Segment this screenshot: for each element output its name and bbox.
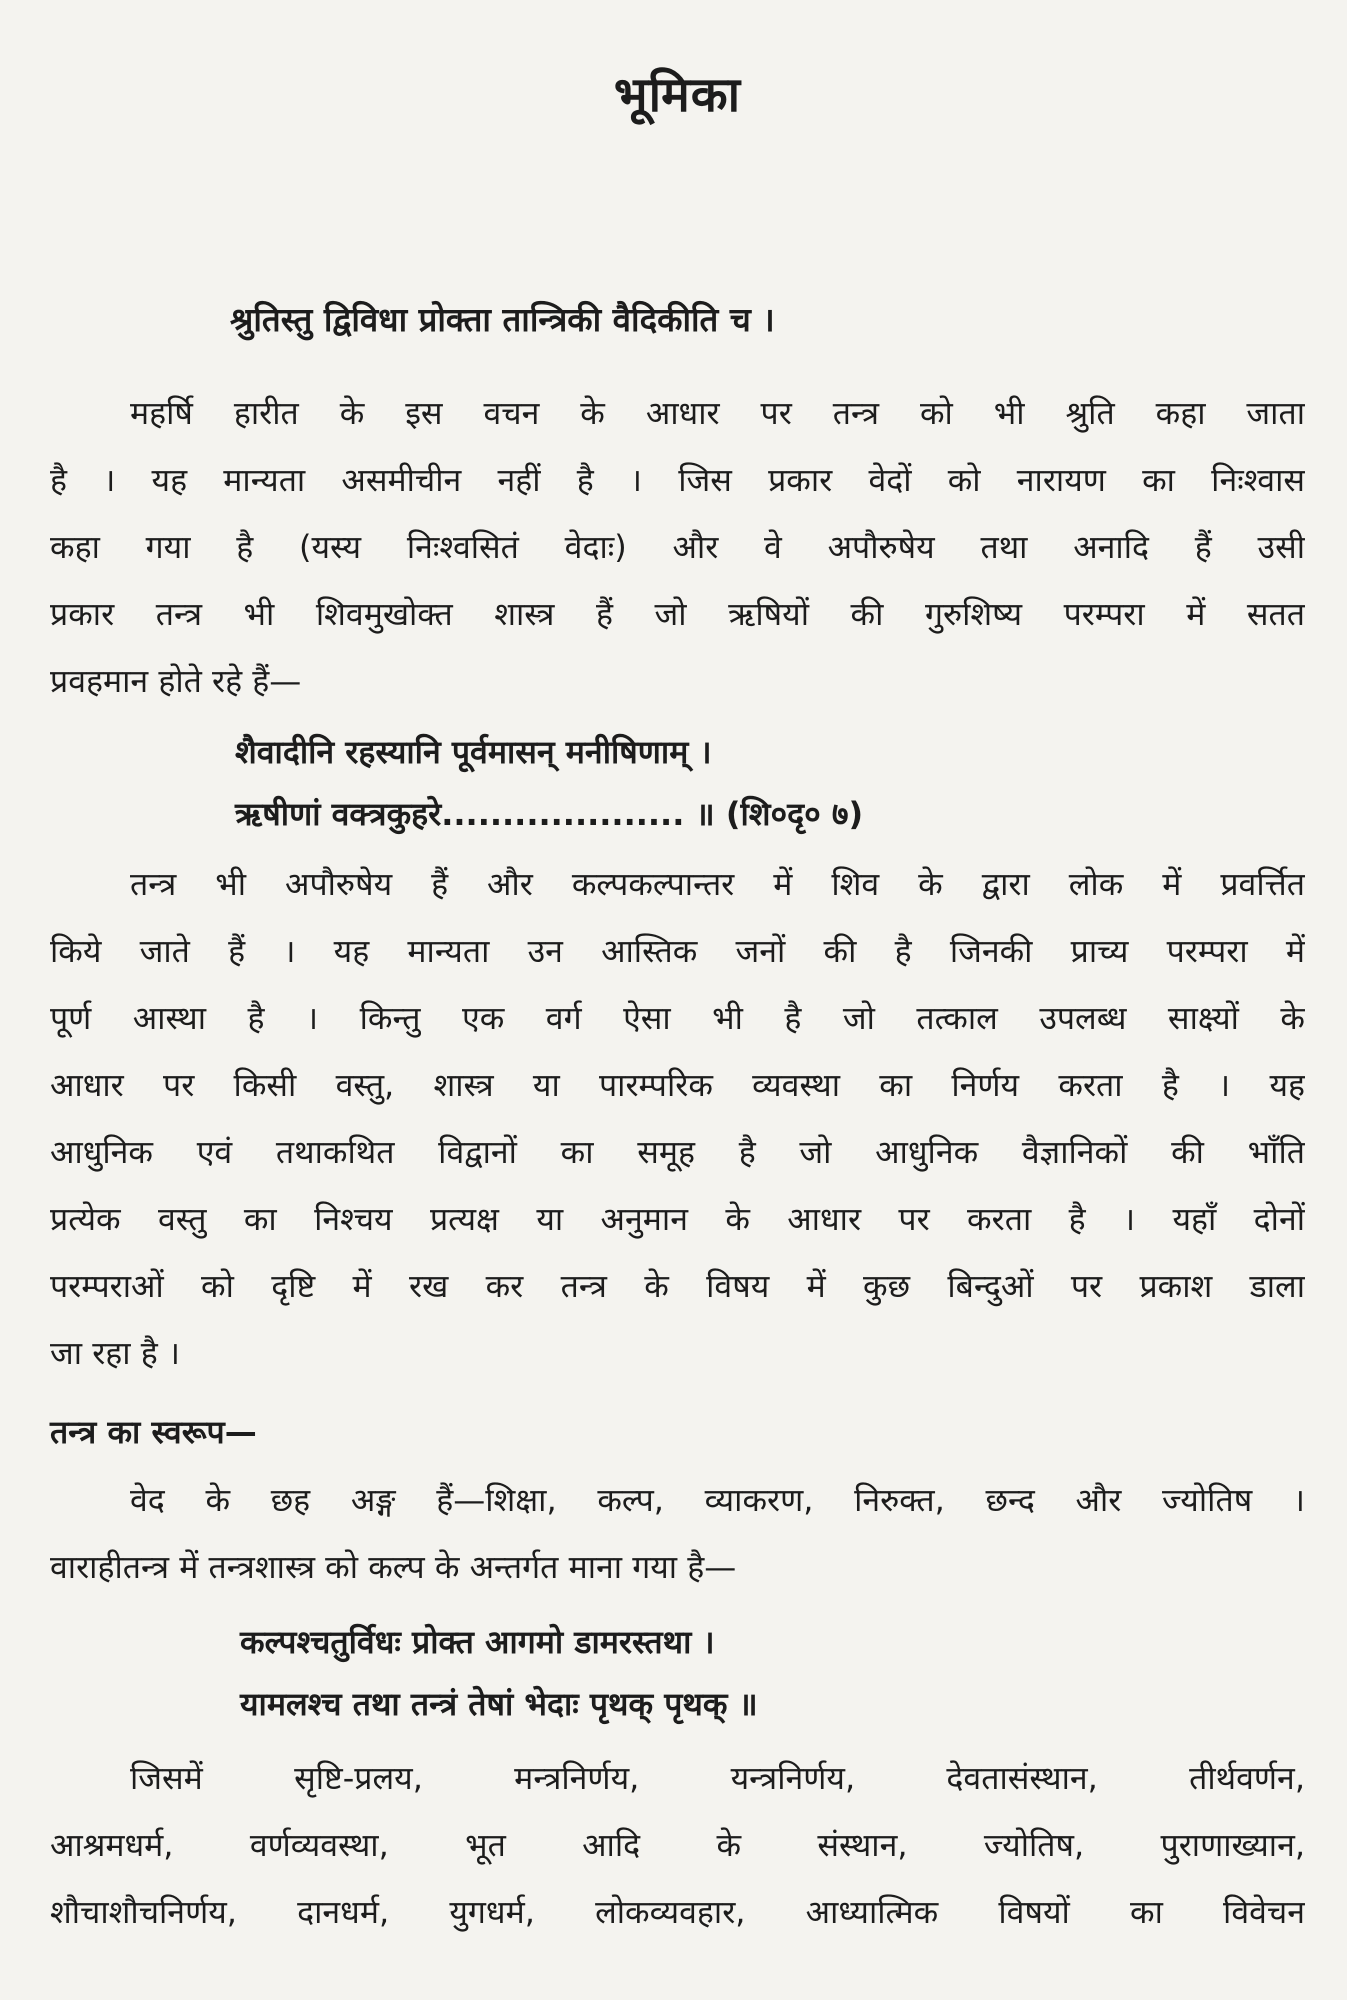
paragraph-4 [50, 1745, 1305, 1946]
paragraph-line: तन्त्र भी अपौरुषेय हैं और कल्पकल्पान्तर में शिव के द्वारा लोक में प्रवर्त्तित [130, 865, 1305, 903]
section-heading: तन्त्र का स्वरूप— [50, 1413, 257, 1451]
verse-quote-2 [240, 1611, 1305, 1735]
verse-line: शैवादीनि रहस्यानि पूर्वमासन् मनीषिणाम् । [235, 733, 712, 771]
paragraph-line: वाराहीतन्त्र में तन्त्रशास्त्र को कल्प के अन्तर्गत माना गया है— [50, 1548, 737, 1586]
paragraph-line: जिसमें सृष्टि-प्रलय, मन्त्रनिर्णय, यन्त्रनिर्णय, देवतासंस्थान, तीर्थवर्णन, [130, 1759, 1305, 1797]
paragraph-line: आश्रमधर्म, वर्णव्यवस्था, भूत आदि के संस्थान, ज्योतिष, पुराणाख्यान, [50, 1826, 1305, 1864]
paragraph-line: प्रकार तन्त्र भी शिवमुखोक्त शास्त्र हैं जो ऋषियों की गुरुशिष्य परम्परा में सतत [50, 595, 1305, 633]
paragraph-3 [50, 1467, 1305, 1601]
verse-line: कल्पश्चतुर्विधः प्रोक्त आगमो डामरस्तथा । [240, 1623, 715, 1661]
paragraph-line: कहा गया है (यस्य निःश्वसितं वेदाः) और वे अपौरुषेय तथा अनादि हैं उसी [50, 528, 1305, 566]
paragraph-line: महर्षि हारीत के इस वचन के आधार पर तन्त्र को भी श्रुति कहा जाता [130, 394, 1305, 432]
paragraph-1 [50, 380, 1305, 715]
paragraph-line: किये जाते हैं । यह मान्यता उन आस्तिक जनों की है जिनकी प्राच्य परम्परा में [50, 932, 1305, 970]
paragraph-line: प्रवहमान होते रहे हैं— [50, 662, 302, 700]
verse-line: यामलश्च तथा तन्त्रं तेषां भेदाः पृथक् पृथक् ॥ [240, 1685, 758, 1723]
paragraph-line: जा रहा है । [50, 1334, 181, 1372]
paragraph-line: आधुनिक एवं तथाकथित विद्वानों का समूह है जो आधुनिक वैज्ञानिकों की भाँति [50, 1133, 1305, 1171]
page-title: भूमिका [613, 67, 742, 123]
paragraph-line: आधार पर किसी वस्तु, शास्त्र या पारम्परिक व्यवस्था का निर्णय करता है । यह [50, 1066, 1305, 1104]
paragraph-line: प्रत्येक वस्तु का निश्चय प्रत्यक्ष या अनुमान के आधार पर करता है । यहाँ दोनों [50, 1200, 1305, 1238]
paragraph-line: शौचाशौचनिर्णय, दानधर्म, युगधर्म, लोकव्यवहार, आध्यात्मिक विषयों का विवेचन [50, 1893, 1305, 1931]
paragraph-line: वेद के छह अङ्ग हैं—शिक्षा, कल्प, व्याकरण, निरुक्त, छन्द और ज्योतिष । [130, 1481, 1305, 1519]
paragraph-line: है । यह मान्यता असमीचीन नहीं है । जिस प्रकार वेदों को नारायण का निःश्वास [50, 461, 1305, 499]
verse-quote-1 [235, 721, 1305, 845]
verse-line: ऋषीणां वक्त्रकुहरे.................... ॥ (शि०दृ० ७) [235, 795, 864, 833]
paragraph-line: परम्पराओं को दृष्टि में रख कर तन्त्र के विषय में कुछ बिन्दुओं पर प्रकाश डाला [50, 1267, 1305, 1305]
paragraph-2 [50, 851, 1305, 1387]
paragraph-line: पूर्ण आस्था है । किन्तु एक वर्ग ऐसा भी है जो तत्काल उपलब्ध साक्ष्यों के [50, 999, 1305, 1037]
epigraph-verse: श्रुतिस्तु द्विविधा प्रोक्ता तान्त्रिकी वैदिकीति च । [230, 300, 775, 339]
